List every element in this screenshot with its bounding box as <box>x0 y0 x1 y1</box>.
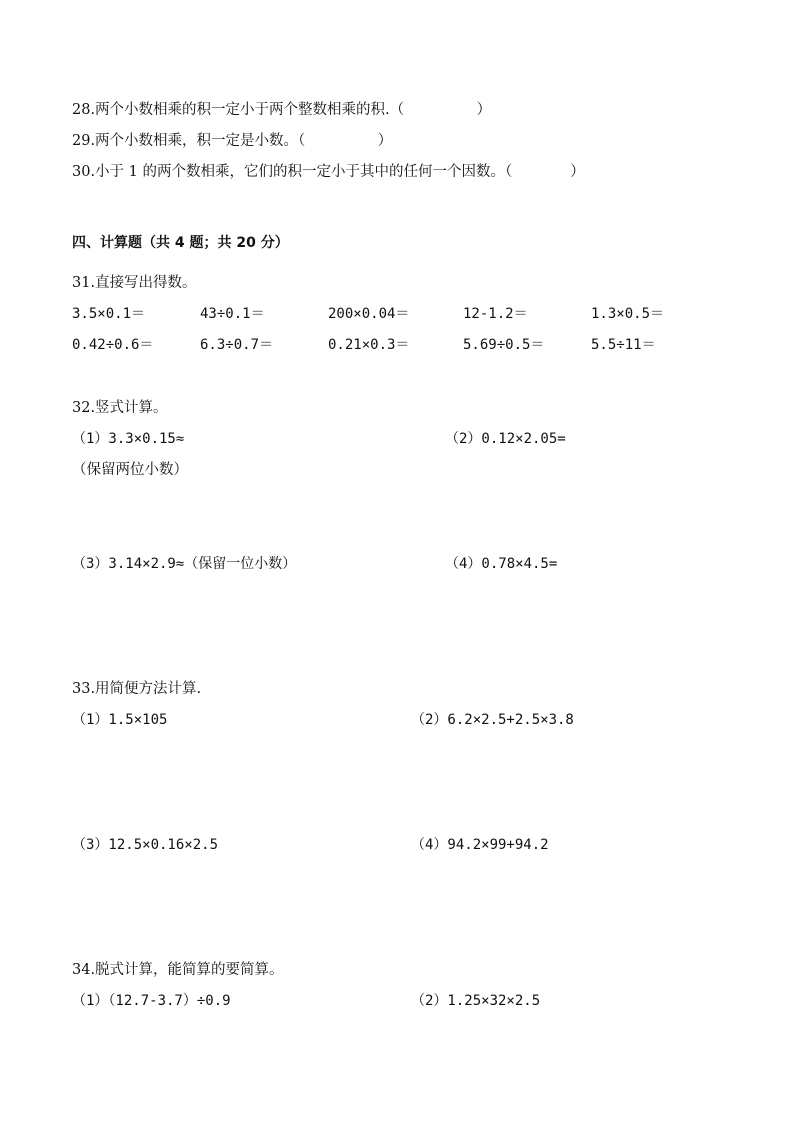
calc-item: 43÷0.1＝ <box>200 306 265 322</box>
question-33-title: 33.用简便方法计算. <box>72 681 202 697</box>
question-33-part-1: （1）1.5×105 <box>72 712 168 728</box>
calc-item: 5.5÷11＝ <box>591 337 656 353</box>
question-32-part-2: （2）0.12×2.05= <box>445 431 566 447</box>
question-32-part-1-note: （保留两位小数） <box>72 462 188 478</box>
calc-item: 0.42÷0.6＝ <box>72 337 154 353</box>
question-32-part-1: （1）3.3×0.15≈ <box>72 431 185 447</box>
question-31-title: 31.直接写出得数。 <box>72 275 197 291</box>
question-34-title: 34.脱式计算，能简算的要简算。 <box>72 962 284 978</box>
judgement-question-30: 30.小于 1 的两个数相乘，它们的积一定小于其中的任何一个因数。（ ） <box>72 164 585 180</box>
judgement-question-29: 29.两个小数相乘，积一定是小数。（ ） <box>72 133 393 149</box>
calc-item: 6.3÷0.7＝ <box>200 337 274 353</box>
question-34-part-2: （2）1.25×32×2.5 <box>411 993 541 1009</box>
question-33-part-3: （3）12.5×0.16×2.5 <box>72 837 219 853</box>
section-title: 四、计算题（共 4 题；共 20 分） <box>72 235 289 251</box>
question-32-part-4: （4）0.78×4.5= <box>445 556 558 572</box>
question-33-part-4: （4）94.2×99+94.2 <box>411 837 549 853</box>
question-34-part-1: （1）（12.7-3.7）÷0.9 <box>72 993 231 1009</box>
calc-item: 1.3×0.5＝ <box>591 306 665 322</box>
question-32-title: 32.竖式计算。 <box>72 400 168 416</box>
calc-item: 5.69÷0.5＝ <box>463 337 545 353</box>
calc-item: 12-1.2＝ <box>463 306 528 322</box>
calc-item: 0.21×0.3＝ <box>328 337 410 353</box>
calc-item: 200×0.04＝ <box>328 306 410 322</box>
question-32-part-3: （3）3.14×2.9≈（保留一位小数） <box>72 556 297 572</box>
calc-item: 3.5×0.1＝ <box>72 306 146 322</box>
judgement-question-28: 28.两个小数相乘的积一定小于两个整数相乘的积.（ ） <box>72 102 492 118</box>
question-33-part-2: （2）6.2×2.5+2.5×3.8 <box>411 712 574 728</box>
